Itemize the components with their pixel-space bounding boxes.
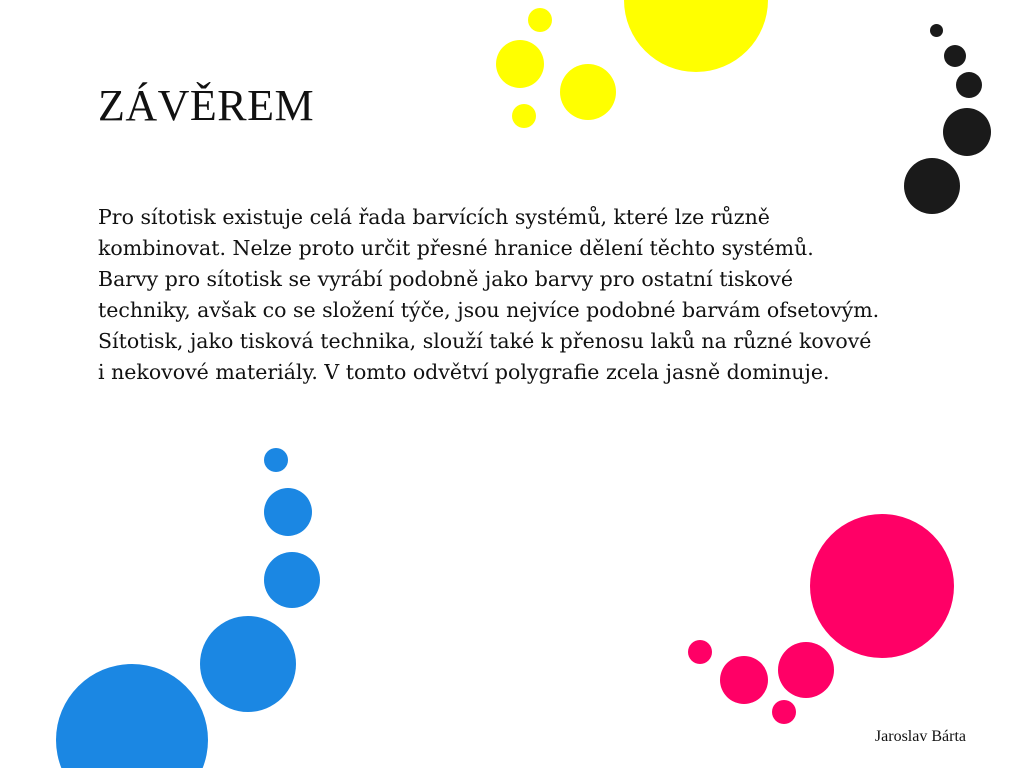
black-dot-tiny [930, 24, 943, 37]
black-dot-small-2 [956, 72, 982, 98]
yellow-dot-medium-left [496, 40, 544, 88]
yellow-dot-small-bottom [512, 104, 536, 128]
body-line: Sítotisk, jako tisková technika, slouží také k přenosu laků na různé kovové [98, 329, 872, 353]
body-line: i nekovové materiály. V tomto odvětví polygrafie zcela jasně dominuje. [98, 360, 830, 384]
slide-title: ZÁVĚREM [98, 81, 315, 130]
yellow-dot-small-top [528, 8, 552, 32]
yellow-dot-large [624, 0, 768, 72]
magenta-dot-medium-right [778, 642, 834, 698]
slide-body-text [98, 202, 958, 388]
magenta-dot-large [810, 514, 954, 658]
magenta-dot-small-left [688, 640, 712, 664]
body-line: Pro sítotisk existuje celá řada barvících systémů, které lze různě [98, 205, 770, 229]
blue-dot-large [200, 616, 296, 712]
body-line: kombinovat. Nelze proto určit přesné hranice dělení těchto systémů. [98, 236, 814, 260]
blue-dot-medium [264, 552, 320, 608]
body-line: techniky, avšak co se složení týče, jsou nejvíce podobné barvám ofsetovým. [98, 298, 880, 322]
blue-dot-tiny [264, 448, 288, 472]
body-line: Barvy pro sítotisk se vyrábí podobně jako barvy pro ostatní tiskové [98, 267, 793, 291]
yellow-dot-medium-right [560, 64, 616, 120]
black-dot-small [944, 45, 966, 67]
blue-dot-small [264, 488, 312, 536]
blue-dot-xlarge [56, 664, 208, 768]
black-dot-medium [943, 108, 991, 156]
magenta-dot-small-bottom [772, 700, 796, 724]
author-footer: Jaroslav Bárta [874, 728, 966, 745]
magenta-dot-medium-left [720, 656, 768, 704]
